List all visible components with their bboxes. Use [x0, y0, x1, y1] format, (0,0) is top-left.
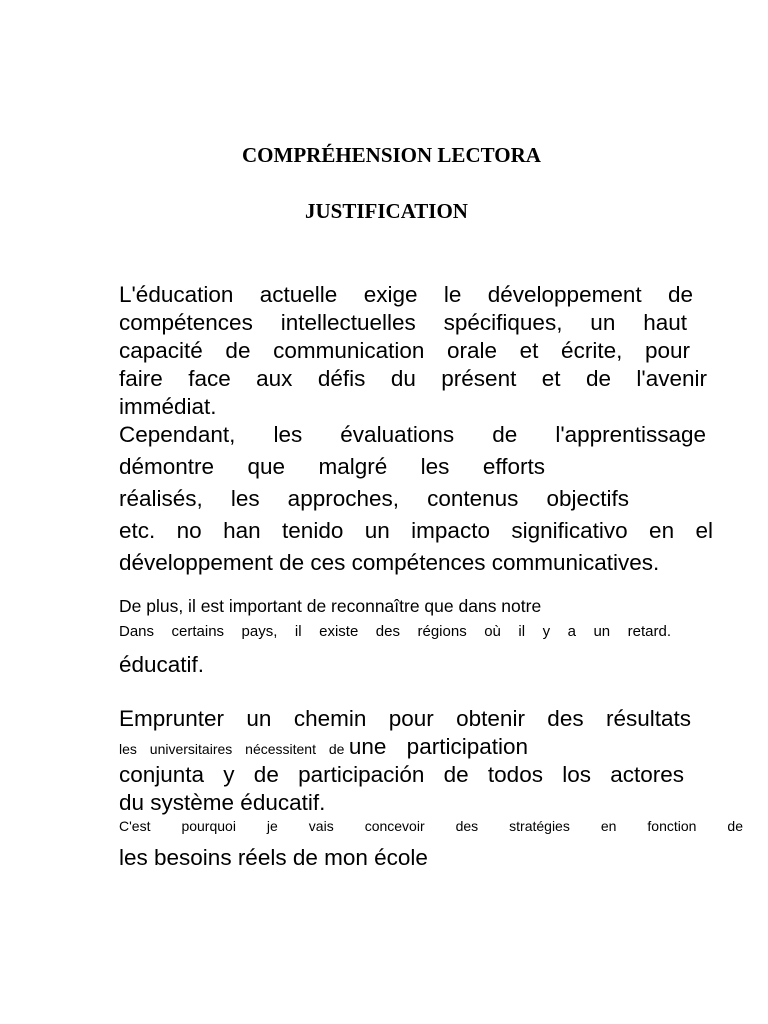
- paragraph-2-line: etc. no han tenido un impacto significativo en el: [119, 518, 713, 543]
- paragraph-3-line: Dans certains pays, il existe des régions où il y a un retard.: [119, 623, 671, 640]
- paragraph-3-line: éducatif.: [119, 652, 205, 677]
- paragraph-4-line: du système éducatif.: [119, 790, 326, 815]
- paragraph-4-big-text: une participation: [348, 734, 529, 759]
- paragraph-4-line: conjunta y de participación de todos los actores: [119, 762, 684, 787]
- paragraph-2-line: Cependant, les évaluations de l'apprentissage: [119, 422, 706, 447]
- paragraph-5-line: C'est pourquoi je vais concevoir des stratégies en fonction de: [119, 818, 743, 834]
- paragraph-2-line: démontre que malgré les efforts: [119, 454, 545, 479]
- paragraph-4-small-text: les universitaires nécessitent de: [119, 741, 345, 757]
- paragraph-1-line: capacité de communication orale et écrite, pour: [119, 338, 690, 363]
- paragraph-4-line: Emprunter un chemin pour obtenir des résultats: [119, 706, 691, 731]
- paragraph-3-line: De plus, il est important de reconnaître que dans notre: [119, 596, 542, 616]
- paragraph-2-line: réalisés, les approches, contenus objectifs: [119, 486, 629, 511]
- paragraph-4-line-mixed: [119, 734, 528, 760]
- paragraph-2-line: développement de ces compétences communicatives.: [119, 550, 660, 575]
- paragraph-1-line: immédiat.: [119, 394, 217, 419]
- paragraph-1-line: faire face aux défis du présent et de l'avenir: [119, 366, 707, 391]
- paragraph-1-line: compétences intellectuelles spécifiques, un haut: [119, 310, 687, 335]
- paragraph-5-line: les besoins réels de mon école: [119, 845, 428, 870]
- document-title: COMPRÉHENSION LECTORA: [242, 143, 541, 167]
- document-subtitle: JUSTIFICATION: [305, 199, 468, 223]
- paragraph-1-line: L'éducation actuelle exige le développement de: [119, 282, 693, 307]
